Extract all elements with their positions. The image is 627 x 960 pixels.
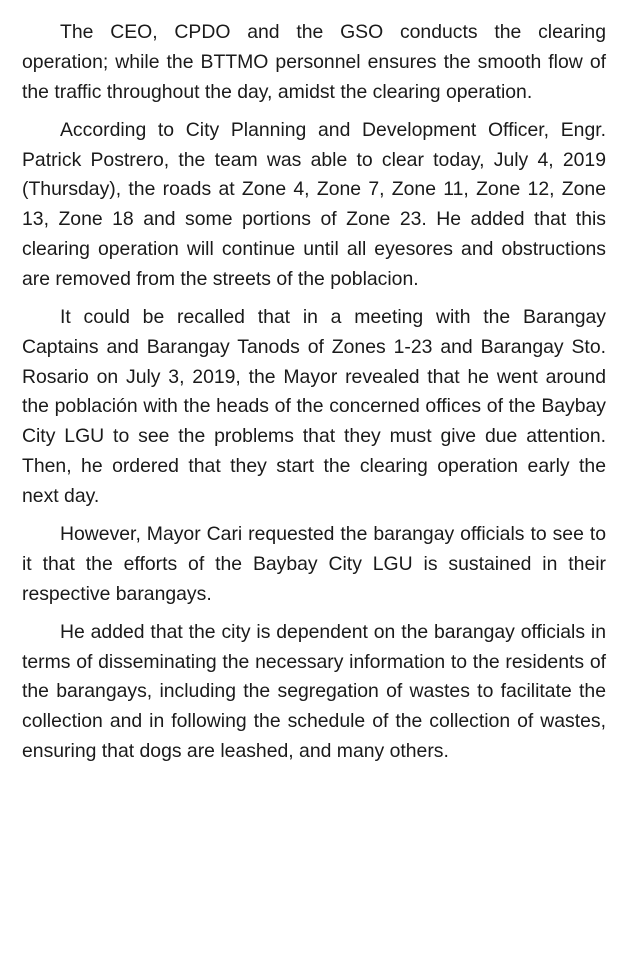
paragraph-cpdo-statement: According to City Planning and Development Officer, Engr. Patrick Postrero, the team was able to clear today, July 4, 2019 (Thursday), the roads at Zone 4, Zone 7, Zone 11, Zone 12, Zone 13, Zone 18 and some portions of Zone 23. He added that this clearing operation will continue until all eyesores and obstructions are removed from the streets of the poblacion. <box>22 118 606 290</box>
document-body <box>22 18 606 775</box>
paragraph-mayor-request: However, Mayor Cari requested the barangay officials to see to it that the efforts of the Baybay City LGU is sustained in their respective barangays. <box>22 522 606 605</box>
paragraph-barangay-meeting: It could be recalled that in a meeting with the Barangay Captains and Barangay Tanods of Zones 1-23 and Barangay Sto. Rosario on July 3, 2019, the Mayor revealed that he went around the población with the heads of the concerned offices of the Baybay City LGU to see the problems that they must give due attention. Then, he ordered that they start the clearing operation early the next day. <box>22 305 606 507</box>
paragraph-clearing-operation: The CEO, CPDO and the GSO conducts the clearing operation; while the BTTMO personnel ensures the smooth flow of the traffic throughout the day, amidst the clearing operation. <box>22 21 606 103</box>
paragraph-city-dependence: He added that the city is dependent on the barangay officials in terms of disseminating the necessary information to the residents of the barangays, including the segregation of wastes to facilitate the collection and in following the schedule of the collection of wastes, ensuring that dogs are leashed, and many others. <box>22 620 606 762</box>
